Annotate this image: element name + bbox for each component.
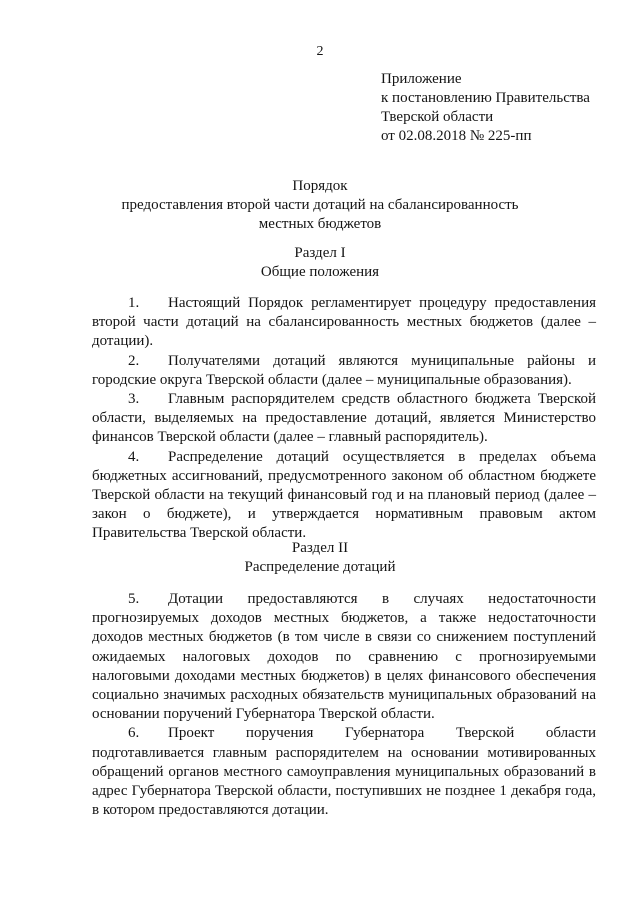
document-title: [0, 177, 640, 234]
paragraph-number: 4.: [128, 448, 140, 465]
paragraph-number: 5.: [128, 591, 140, 607]
appendix-block: [381, 70, 590, 146]
paragraph-text: Настоящий Порядок регламентирует процедуру предоставления второй части дотаций на сбалансированность местных бюджетов (далее – дотации).: [92, 295, 596, 350]
paragraph: [92, 352, 596, 390]
section-number: Раздел II: [291, 540, 349, 556]
title-line: Порядок: [292, 178, 348, 194]
paragraph: [92, 390, 596, 448]
paragraph-text: Получателями дотаций являются муниципальные районы и городские округа Тверской области (далее – муниципальные образования).: [92, 352, 596, 388]
section-name: Распределение дотаций: [244, 559, 396, 575]
paragraph: [92, 724, 596, 820]
section-1-body: [92, 294, 596, 544]
section-name: Общие положения: [260, 264, 380, 280]
paragraph: [92, 590, 596, 724]
paragraph-text: Дотации предоставляются в случаях недостаточности прогнозируемых доходов местных бюджетов, а также недостаточности доходов местных бюджетов (в том числе в связи со снижением поступлений ожидаемых налоговых доходов по сравнению с прогнозируемыми налоговыми доходами местных бюджетов) в целях финансового обеспечения социально значимых расходных обязательств муниципальных образований на основании поручений Губернатора Тверской области.: [92, 591, 596, 723]
paragraph-number: 6.: [128, 725, 140, 742]
title-line: предоставления второй части дотаций на сбалансированность: [121, 197, 519, 213]
section-1-heading: [0, 244, 640, 282]
appendix-line: к постановлению Правительства: [381, 90, 590, 106]
paragraph-number: 2.: [128, 352, 140, 369]
appendix-line: Тверской области: [381, 109, 494, 125]
paragraph: [92, 448, 596, 544]
paragraph-text: Распределение дотаций осуществляется в пределах объема бюджетных ассигнований, предусмотренного законом об областном бюджете Тверской области на текущий финансовый год и на плановый период (далее – закон о бюджете), и утверждается нормативным правовым актом Правительства Тверской области.: [92, 448, 596, 542]
section-number: Раздел I: [294, 245, 346, 261]
page-number: 2: [316, 44, 324, 59]
appendix-line: от 02.08.2018 № 225-пп: [381, 128, 532, 144]
title-line: местных бюджетов: [258, 216, 382, 232]
section-2-heading: [0, 539, 640, 577]
appendix-line: Приложение: [381, 71, 462, 87]
paragraph: [92, 294, 596, 352]
paragraph-text: Главным распорядителем средств областного бюджета Тверской области, выделяемых на предоставление дотаций, является Министерство финансов Тверской области (далее – главный распорядитель).: [92, 391, 596, 446]
section-2-body: [92, 590, 596, 820]
paragraph-number: 1.: [128, 295, 140, 311]
paragraph-text: Проект поручения Губернатора Тверской области подготавливается главным распорядителем на основании мотивированных обращений органов местного самоуправления муниципальных образований в адрес Губернатора Тверской области, поступивших не позднее 1 декабря года, в котором предоставляются дотации.: [92, 725, 596, 819]
paragraph-number: 3.: [128, 391, 140, 408]
